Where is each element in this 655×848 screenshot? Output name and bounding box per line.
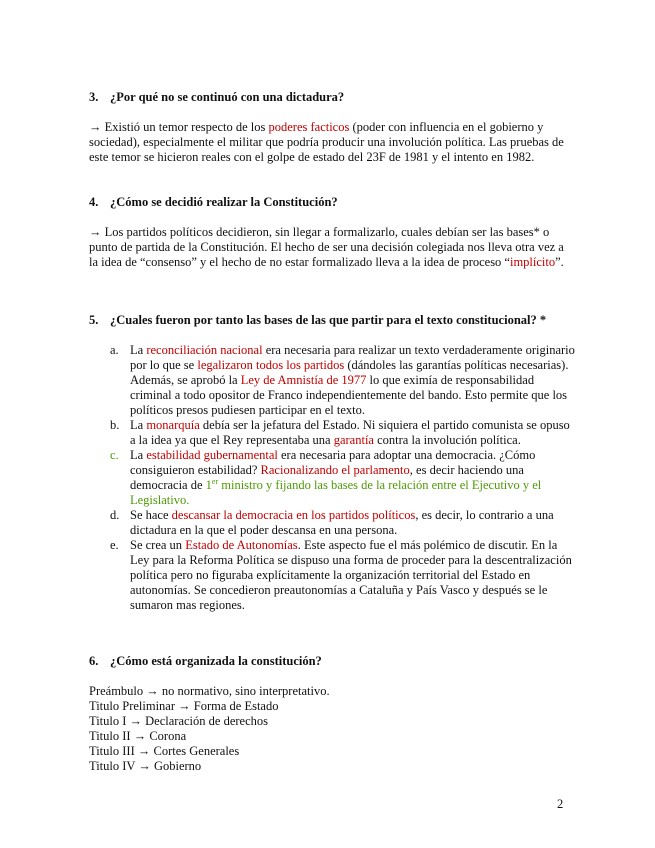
item-text: era necesaria para adoptar una democracia. ¿Cómo consiguieron estabilidad? bbox=[130, 448, 536, 477]
answer-q4 bbox=[89, 225, 571, 270]
section-q5 bbox=[89, 313, 571, 328]
highlight-red: legalizaron todos los partidos bbox=[197, 358, 345, 372]
highlight-green: 1 bbox=[205, 478, 212, 492]
highlight-red: estabilidad gubernamental bbox=[146, 448, 278, 462]
item-text: debía ser la jefatura del Estado. Ni siquiera el partido comunista se opuso a la idea ya que el Rey representaba una bbox=[130, 418, 570, 447]
highlight-red: monarquía bbox=[146, 418, 200, 432]
list-letter: c. bbox=[110, 448, 119, 462]
section-q6 bbox=[89, 654, 571, 669]
answer-q5-list bbox=[89, 343, 577, 613]
list-letter: e. bbox=[110, 538, 119, 552]
answer-text: → Los partidos políticos decidieron, sin llegar a formalizarlo, cuales debían ser las bases* o punto de partida de la Constitución. El hecho de ser una decisión colegiada nos lleva otra vez a la idea de “consenso” y el hecho de no estar formalizado lleva a la idea de proceso “ bbox=[89, 225, 564, 269]
list-item-e bbox=[89, 538, 577, 613]
structure-line: Titulo II → Corona bbox=[89, 729, 187, 743]
question-title: ¿Cómo está organizada la constitución? bbox=[110, 654, 322, 668]
item-text: lo que eximía de responsabilidad criminal a todo opositor de Franco independientemente del bando. Esto permite que los políticos presos pudiesen participar en el texto. bbox=[130, 373, 568, 417]
constitution-structure-list bbox=[89, 684, 571, 774]
highlight-red: Estado de Autonomías bbox=[185, 538, 298, 552]
page-number: 2 bbox=[557, 797, 564, 811]
structure-line: Titulo IV → Gobierno bbox=[89, 759, 202, 773]
highlight-red: descansar la democracia en los partidos políticos bbox=[171, 508, 416, 522]
item-text: , es decir haciendo una democracia de bbox=[130, 463, 524, 492]
item-text: , es decir, lo contrario a una dictadura en la que el poder descansa en una persona. bbox=[130, 508, 554, 537]
list-item-c bbox=[89, 448, 577, 508]
structure-line: Preámbulo → no normativo, sino interpretativo. bbox=[89, 684, 330, 698]
highlight-red: poderes facticos bbox=[268, 120, 350, 134]
section-q4 bbox=[89, 195, 571, 210]
list-item-a bbox=[89, 343, 577, 418]
answer-paragraph bbox=[89, 120, 571, 165]
highlight-red: reconciliación nacional bbox=[146, 343, 263, 357]
item-text: La bbox=[130, 343, 147, 357]
list-letter: a. bbox=[110, 343, 119, 357]
answer-text: → Existió un temor respecto de los bbox=[89, 120, 269, 134]
item-text: Se crea un bbox=[130, 538, 186, 552]
item-text: La bbox=[130, 418, 147, 432]
item-text: Se hace bbox=[130, 508, 172, 522]
answer-text: ”. bbox=[555, 255, 564, 269]
question-number: 3. bbox=[89, 90, 99, 104]
section-q3 bbox=[89, 90, 571, 105]
question-number: 5. bbox=[89, 313, 99, 327]
highlight-green: ministro y fijando las bases de la relación entre el Ejecutivo y el Legislativo. bbox=[130, 478, 542, 507]
answer-text: (poder con influencia en el gobierno y sociedad), especialmente el militar que podría producir una involución política. Las pruebas de este temor se hicieron reales con el golpe de estado del 23F de 1981 y el intento en 1982. bbox=[89, 120, 564, 164]
question-heading bbox=[89, 90, 571, 105]
list-item-d bbox=[89, 508, 577, 538]
item-text: contra la involución política. bbox=[373, 433, 521, 447]
question-heading bbox=[89, 654, 571, 669]
answer-q3 bbox=[89, 120, 571, 165]
answer-paragraph bbox=[89, 225, 571, 270]
item-text: . Este aspecto fue el más polémico de discutir. En la Ley para la Reforma Política se dispuso una forma de proceder para la descentralización política pero no figuraba explícitamente la organización territorial del Estado en autonomías. Se concedieron preautonomías a Cataluña y País Vasco y después se le sumaron mas regiones. bbox=[130, 538, 572, 612]
item-text: era necesaria para realizar un texto verdaderamente originario por lo que se bbox=[130, 343, 575, 372]
list-letter: b. bbox=[110, 418, 120, 432]
item-text: La bbox=[130, 448, 147, 462]
structure-line: Titulo Preliminar → Forma de Estado bbox=[89, 699, 279, 713]
highlight-green-superscript: er bbox=[211, 476, 219, 486]
question-title: ¿Cuales fueron por tanto las bases de las que partir para el texto constitucional? * bbox=[110, 313, 547, 327]
highlight-red: implícito bbox=[509, 255, 556, 269]
question-title: ¿Por qué no se continuó con una dictadura? bbox=[110, 90, 345, 104]
item-text: (dándoles las garantías políticas necesarias). Además, se aprobó la bbox=[130, 358, 569, 387]
highlight-red: Racionalizando el parlamento bbox=[260, 463, 410, 477]
question-number: 6. bbox=[89, 654, 99, 668]
list-item-b bbox=[89, 418, 577, 448]
question-title: ¿Cómo se decidió realizar la Constitución? bbox=[110, 195, 338, 209]
list-letter: d. bbox=[110, 508, 120, 522]
question-number: 4. bbox=[89, 195, 99, 209]
question-heading bbox=[89, 195, 571, 210]
structure-line: Titulo III → Cortes Generales bbox=[89, 744, 240, 758]
highlight-red: Ley de Amnistía de 1977 bbox=[240, 373, 367, 387]
highlight-red: garantía bbox=[333, 433, 374, 447]
structure-line: Titulo I → Declaración de derechos bbox=[89, 714, 268, 728]
question-heading bbox=[89, 313, 571, 328]
